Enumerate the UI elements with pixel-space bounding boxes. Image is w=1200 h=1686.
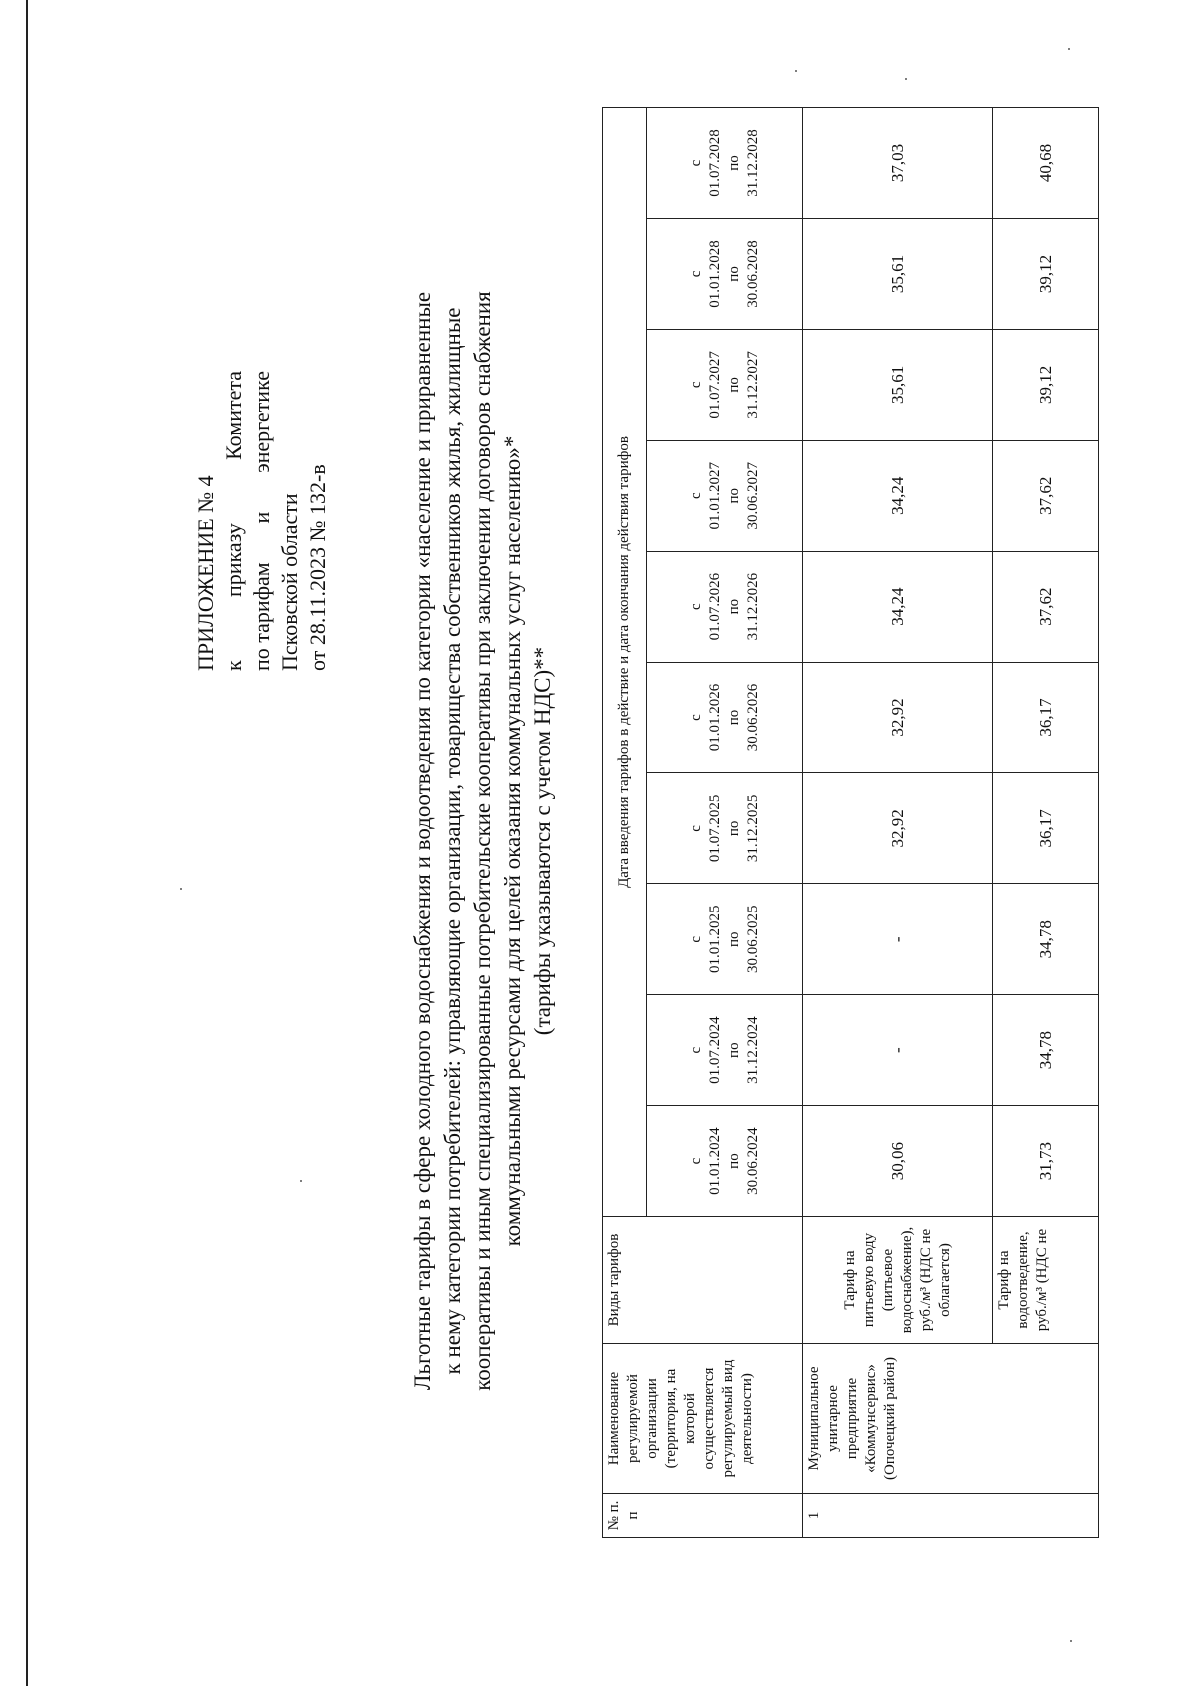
header-org: Наименование регулируемой организации (территория, на которой осуществляется регулируемый вид деятельности): [603, 1344, 803, 1494]
tariff-value: 40,68: [993, 108, 1099, 219]
period-cell: с 01.01.2027 по 30.06.2027: [647, 440, 803, 551]
appendix-word: и: [249, 511, 274, 524]
tariff-value: 37,62: [993, 440, 1099, 551]
appendix-title: ПРИЛОЖЕНИЕ № 4: [193, 475, 218, 671]
appendix-line-4: от 28.11.2023 № 132-в: [305, 464, 330, 671]
period-cell: с 01.01.2025 по 30.06.2025: [647, 884, 803, 995]
tariff-table: [602, 107, 1099, 1538]
tariff-value: 36,17: [993, 773, 1099, 884]
tariff-value: 34,78: [993, 995, 1099, 1106]
tariff-value: 35,61: [803, 218, 993, 329]
period-cell: с 01.07.2028 по 31.12.2028: [647, 108, 803, 219]
title-line: кооперативы и иным специализированные потребительские кооперативы при заключении договоров снабжения: [470, 291, 495, 1391]
header-num: № п. п: [603, 1494, 803, 1538]
row-num: 1: [803, 1494, 1099, 1538]
appendix-line-2: [248, 371, 276, 671]
title-line: к нему категории потребителей: управляющие организации, товарищества собственников жилья, жилищные: [440, 307, 465, 1375]
title-line: коммунальными ресурсами для целей оказания коммунальных услуг населению»*: [500, 435, 525, 1247]
table-row: [803, 108, 993, 1538]
row-type-water: Тариф на питьевую воду (питьевое водоснабжение), руб./м³ (НДС не облагается): [803, 1217, 993, 1344]
tariff-value: 30,06: [803, 1106, 993, 1217]
title-line: Льготные тарифы в сфере холодного водоснабжения и водоотведения по категории «население и приравненные: [410, 291, 435, 1391]
header-dates: Дата введения тарифов в действие и дата окончания действия тарифов: [603, 108, 647, 1217]
period-cell: с 01.07.2025 по 31.12.2025: [647, 773, 803, 884]
period-cell: с 01.01.2028 по 30.06.2028: [647, 218, 803, 329]
appendix-header: [192, 371, 332, 671]
tariff-value: 39,12: [993, 329, 1099, 440]
table-row: [993, 108, 1099, 1538]
header-type: Виды тарифов: [603, 1217, 803, 1344]
row-org: Муниципальное унитарное предприятие «Коммунсервис» (Опочецкий район): [803, 1344, 1099, 1494]
appendix-word: Комитета: [221, 371, 246, 460]
appendix-word: приказу: [221, 523, 246, 598]
tariff-value: 34,78: [993, 884, 1099, 995]
appendix-line-1: [220, 371, 248, 671]
tariff-value: 32,92: [803, 773, 993, 884]
period-cell: с 01.01.2026 по 30.06.2026: [647, 662, 803, 773]
tariff-value: -: [803, 884, 993, 995]
tariff-value: 34,24: [803, 551, 993, 662]
tariff-value: 36,17: [993, 662, 1099, 773]
appendix-word: энергетике: [249, 371, 274, 473]
header-row: [603, 108, 647, 1538]
appendix-word: по тарифам: [249, 562, 274, 671]
tariff-value: 31,73: [993, 1106, 1099, 1217]
appendix-line-3: Псковской области: [277, 493, 302, 671]
tariff-value: 37,62: [993, 551, 1099, 662]
document-title: [408, 156, 558, 1526]
tariff-value: 37,03: [803, 108, 993, 219]
appendix-word: к: [221, 660, 246, 671]
title-line: (тарифы указываются с учетом НДС)**: [530, 646, 555, 1036]
period-cell: с 01.01.2024 по 30.06.2024: [647, 1106, 803, 1217]
period-cell: с 01.07.2027 по 31.12.2027: [647, 329, 803, 440]
period-cell: с 01.07.2026 по 31.12.2026: [647, 551, 803, 662]
tariff-value: 34,24: [803, 440, 993, 551]
tariff-value: 35,61: [803, 329, 993, 440]
row-type-sewer: Тариф на водоотведение, руб./м³ (НДС не: [993, 1217, 1099, 1344]
tariff-value: 32,92: [803, 662, 993, 773]
period-cell: с 01.07.2024 по 31.12.2024: [647, 995, 803, 1106]
tariff-value: 39,12: [993, 218, 1099, 329]
tariff-value: -: [803, 995, 993, 1106]
